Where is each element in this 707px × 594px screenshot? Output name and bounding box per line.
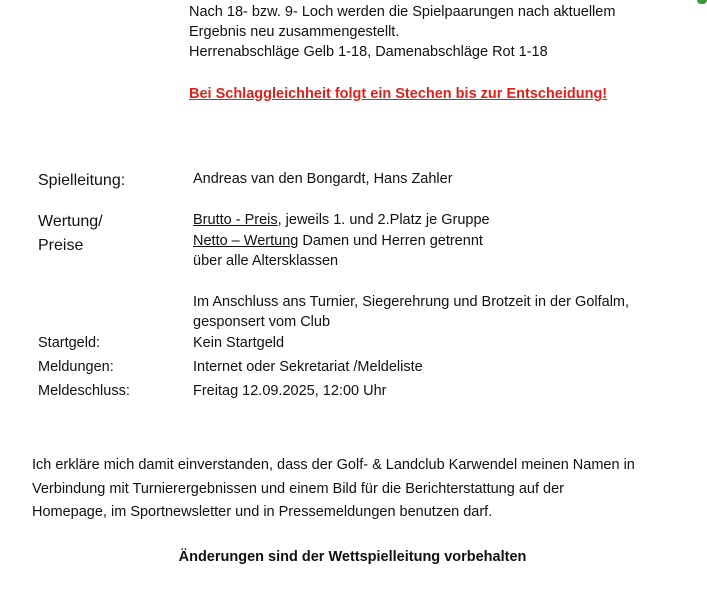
consent-line-2: Verbindung mit Turnierergebnissen und einem Bild für die Berichterstattung auf der xyxy=(32,481,564,497)
intro-line-2: Ergebnis neu zusammengestellt. xyxy=(189,24,400,40)
brutto-preis-link[interactable]: Brutto - Preis xyxy=(193,212,278,228)
footer-note-text: Änderungen sind der Wettspielleitung vorbehalten xyxy=(178,549,527,565)
intro-line-1: Nach 18- bzw. 9- Loch werden die Spielpaarungen nach aktuellem xyxy=(189,4,616,20)
brutto-rest: , jeweils 1. und 2.Platz je Gruppe xyxy=(277,212,490,228)
tiebreak-notice: Bei Schlaggleichheit folgt ein Stechen bis zur Entscheidung! xyxy=(189,86,608,102)
wertung-line-3: über alle Altersklassen xyxy=(193,253,339,269)
wertung-brutto-line xyxy=(193,210,490,230)
footer-note xyxy=(0,547,707,567)
wertung-netto-line xyxy=(193,231,483,251)
meldungen-value: Internet oder Sekretariat /Meldeliste xyxy=(193,359,423,375)
startgeld-value: Kein Startgeld xyxy=(193,335,285,351)
wertung-line-4: Im Anschluss ans Turnier, Siegerehrung und Brotzeit in der Golfalm, xyxy=(193,294,630,310)
spielleitung-label: Spielleitung: xyxy=(38,172,126,189)
netto-wertung-link[interactable]: Netto – Wertung xyxy=(193,233,299,249)
wertung-label-line-1: Wertung/ xyxy=(38,213,103,230)
meldeschluss-value: Freitag 12.09.2025, 12:00 Uhr xyxy=(193,383,387,399)
meldungen-label: Meldungen: xyxy=(38,359,114,375)
consent-line-1: Ich erkläre mich damit einverstanden, dass der Golf- & Landclub Karwendel meinen Namen in xyxy=(32,457,635,473)
intro-line-3: Herrenabschläge Gelb 1-18, Damenabschläge Rot 1-18 xyxy=(189,44,548,60)
corner-green-mark xyxy=(697,0,707,4)
wertung-line-5: gesponsert vom Club xyxy=(193,314,331,330)
startgeld-label: Startgeld: xyxy=(38,335,101,351)
spielleitung-value: Andreas van den Bongardt, Hans Zahler xyxy=(193,171,453,187)
meldeschluss-label: Meldeschluss: xyxy=(38,383,130,399)
netto-rest: Damen und Herren getrennt xyxy=(298,233,483,249)
consent-line-3: Homepage, im Sportnewsletter und in Pressemeldungen benutzen darf. xyxy=(32,504,493,520)
wertung-label-line-2: Preise xyxy=(38,237,84,254)
